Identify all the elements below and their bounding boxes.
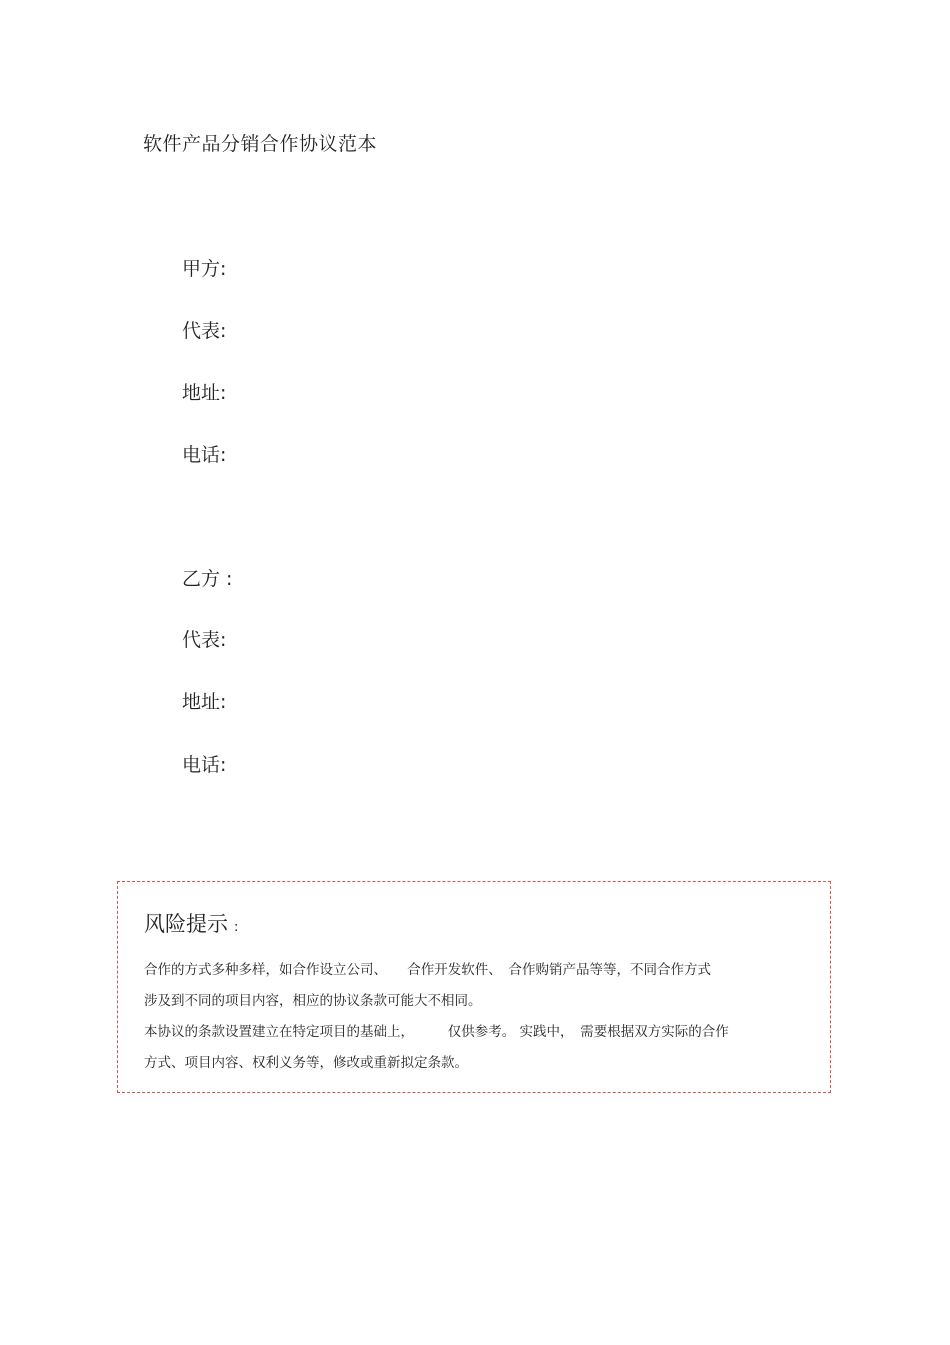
risk-notice-title [144, 908, 238, 938]
risk-notice-box [117, 881, 831, 1093]
party-b-name-label: 乙方 : [182, 568, 233, 590]
party-a-address-label: 地址: [182, 382, 227, 404]
party-a-phone-label: 电话: [182, 444, 227, 466]
party-b-address-label: 地址: [182, 691, 227, 713]
party-a-name-label: 甲方: [182, 258, 227, 280]
risk-notice-title-colon: : [234, 920, 239, 935]
risk-notice-line: 合作的方式多种多样，如合作设立公司、 合作开发软件、 合作购销产品等等，不同合作方式 [144, 962, 711, 978]
risk-notice-line: 方式、项目内容、权利义务等，修改或重新拟定条款。 [144, 1055, 468, 1071]
risk-notice-line: 本协议的条款设置建立在特定项目的基础上， 仅供参考。 实践中， 需要根据双方实际的合作 [144, 1024, 729, 1040]
document-title: 软件产品分销合作协议范本 [143, 133, 378, 155]
party-b-representative-label: 代表: [182, 629, 227, 651]
risk-notice-line: 涉及到不同的项目内容，相应的协议条款可能大不相同。 [144, 993, 482, 1009]
party-a-representative-label: 代表: [182, 320, 227, 342]
party-b-phone-label: 电话: [182, 754, 227, 776]
risk-notice-title-text: 风险提示 [144, 912, 228, 936]
